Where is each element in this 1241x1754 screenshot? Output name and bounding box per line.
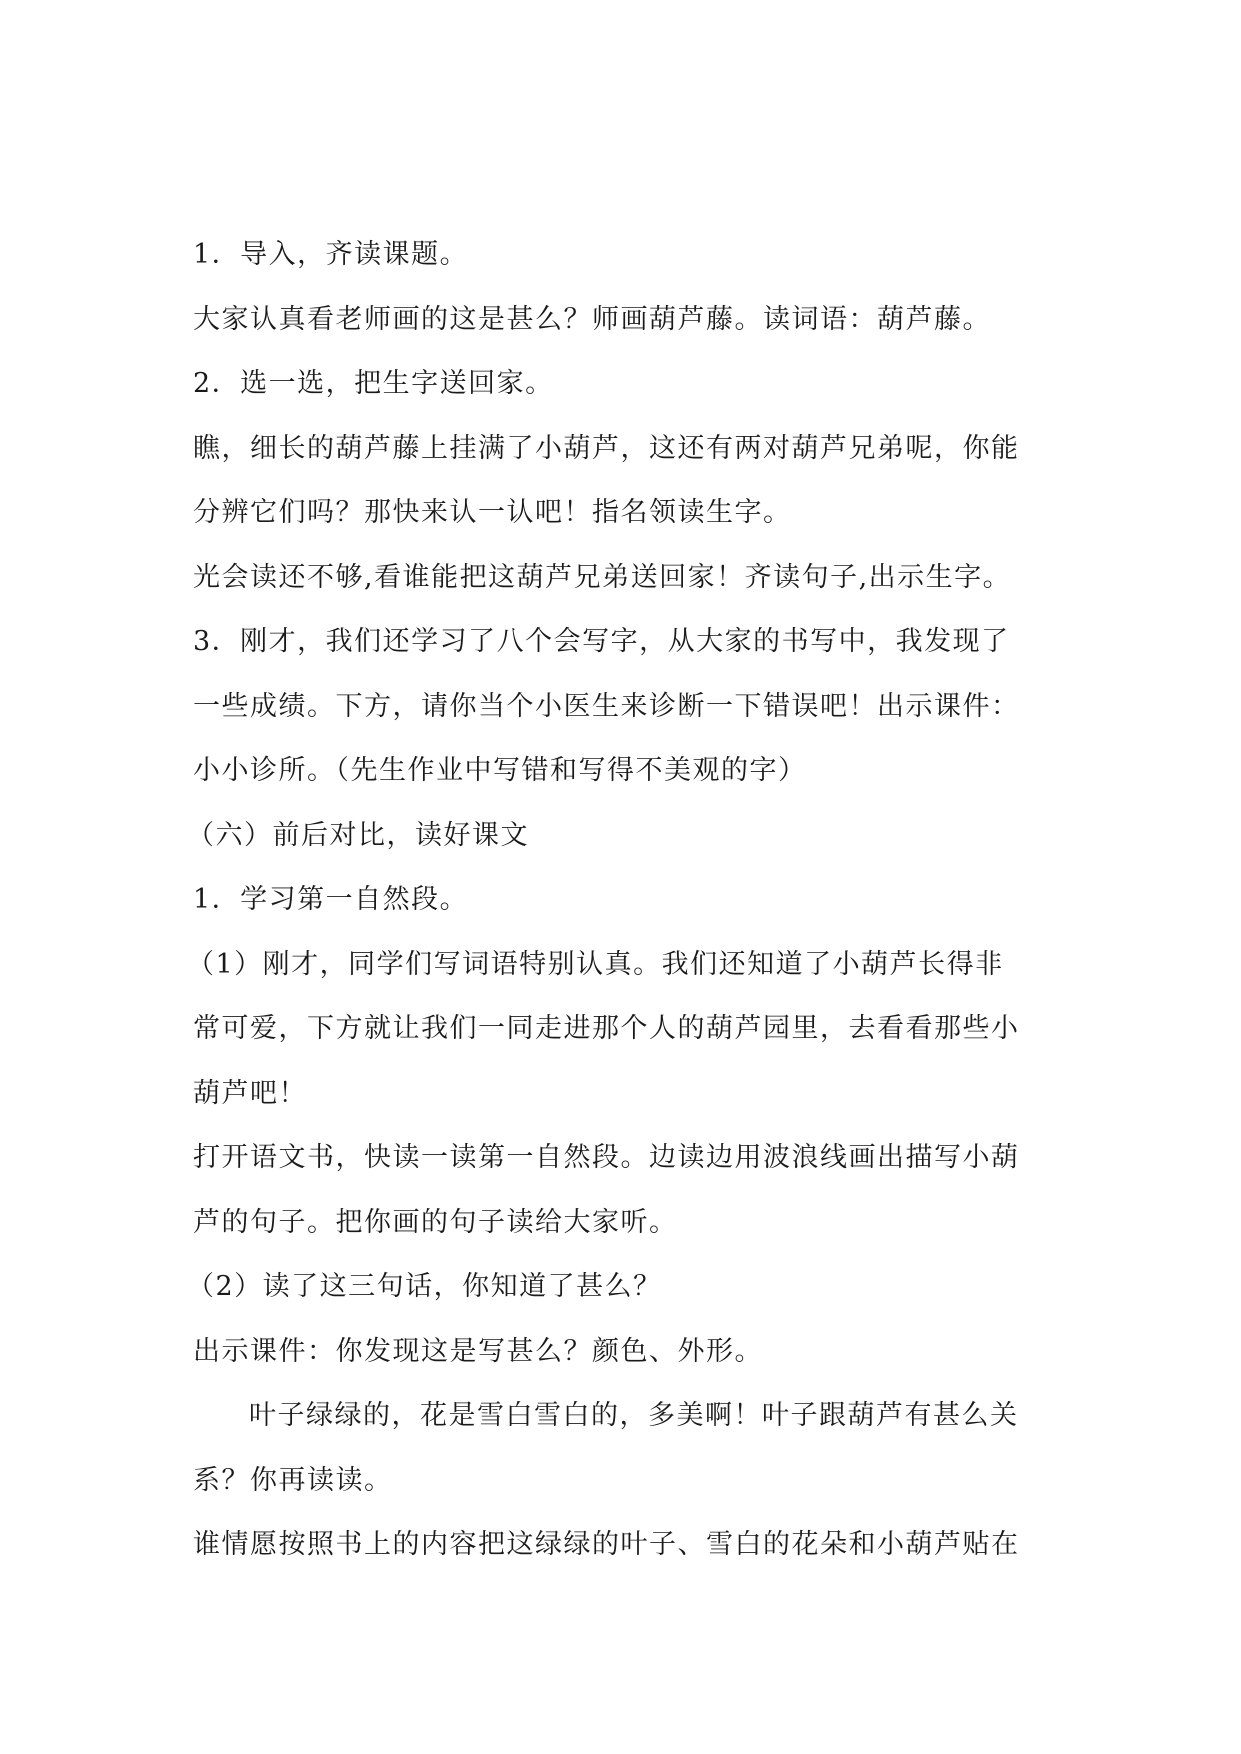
document-body	[187, 223, 1073, 1578]
text-line: 葫芦吧！	[193, 1077, 307, 1109]
text-line: 1．学习第一自然段。	[193, 884, 469, 915]
text-line: 叶子绿绿的，花是雪白雪白的，多美啊！叶子跟葫芦有甚么关	[249, 1400, 1019, 1431]
text-line: 谁情愿按照书上的内容把这绿绿的叶子、雪白的花朵和小葫芦贴在	[193, 1529, 1020, 1560]
text-line: 芦的句子。把你画的句子读给大家听。	[193, 1206, 678, 1238]
text-line: 系？你再读读。	[193, 1464, 393, 1496]
text-line: 小小诊所。（先生作业中写错和写得不美观的字）	[193, 755, 807, 786]
text-line: 2．选一选，把生字送回家。	[193, 368, 554, 399]
text-line: 出示课件：你发现这是写甚么？颜色、外形。	[193, 1335, 763, 1367]
section-heading: （六）前后对比，读好课文	[187, 819, 529, 851]
text-line: 打开语文书，快读一读第一自然段。边读边用波浪线画出描写小葫	[193, 1142, 1020, 1173]
text-line: 常可爱，下方就让我们一同走进那个人的葫芦园里，去看看那些小	[193, 1013, 1020, 1044]
text-line: （1）刚才，同学们写词语特别认真。我们还知道了小葫芦长得非	[187, 948, 1004, 980]
text-line: 一些成绩。下方，请你当个小医生来诊断一下错误吧！出示课件：	[193, 690, 1020, 722]
text-line: 光会读还不够,看谁能把这葫芦兄弟送回家！齐读句子,出示生字。	[193, 561, 1012, 593]
text-line: 3．刚才，我们还学习了八个会写字，从大家的书写中，我发现了	[193, 626, 1010, 657]
text-line: 1．导入，齐读课题。	[193, 239, 469, 270]
text-line: 分辨它们吗？那快来认一认吧！指名领读生字。	[193, 497, 792, 528]
text-line: （2）读了这三句话，你知道了甚么？	[187, 1271, 662, 1302]
text-line: 大家认真看老师画的这是甚么？师画葫芦藤。读词语：葫芦藤。	[193, 303, 991, 335]
text-line: 瞧，细长的葫芦藤上挂满了小葫芦，这还有两对葫芦兄弟呢，你能	[193, 432, 1020, 464]
